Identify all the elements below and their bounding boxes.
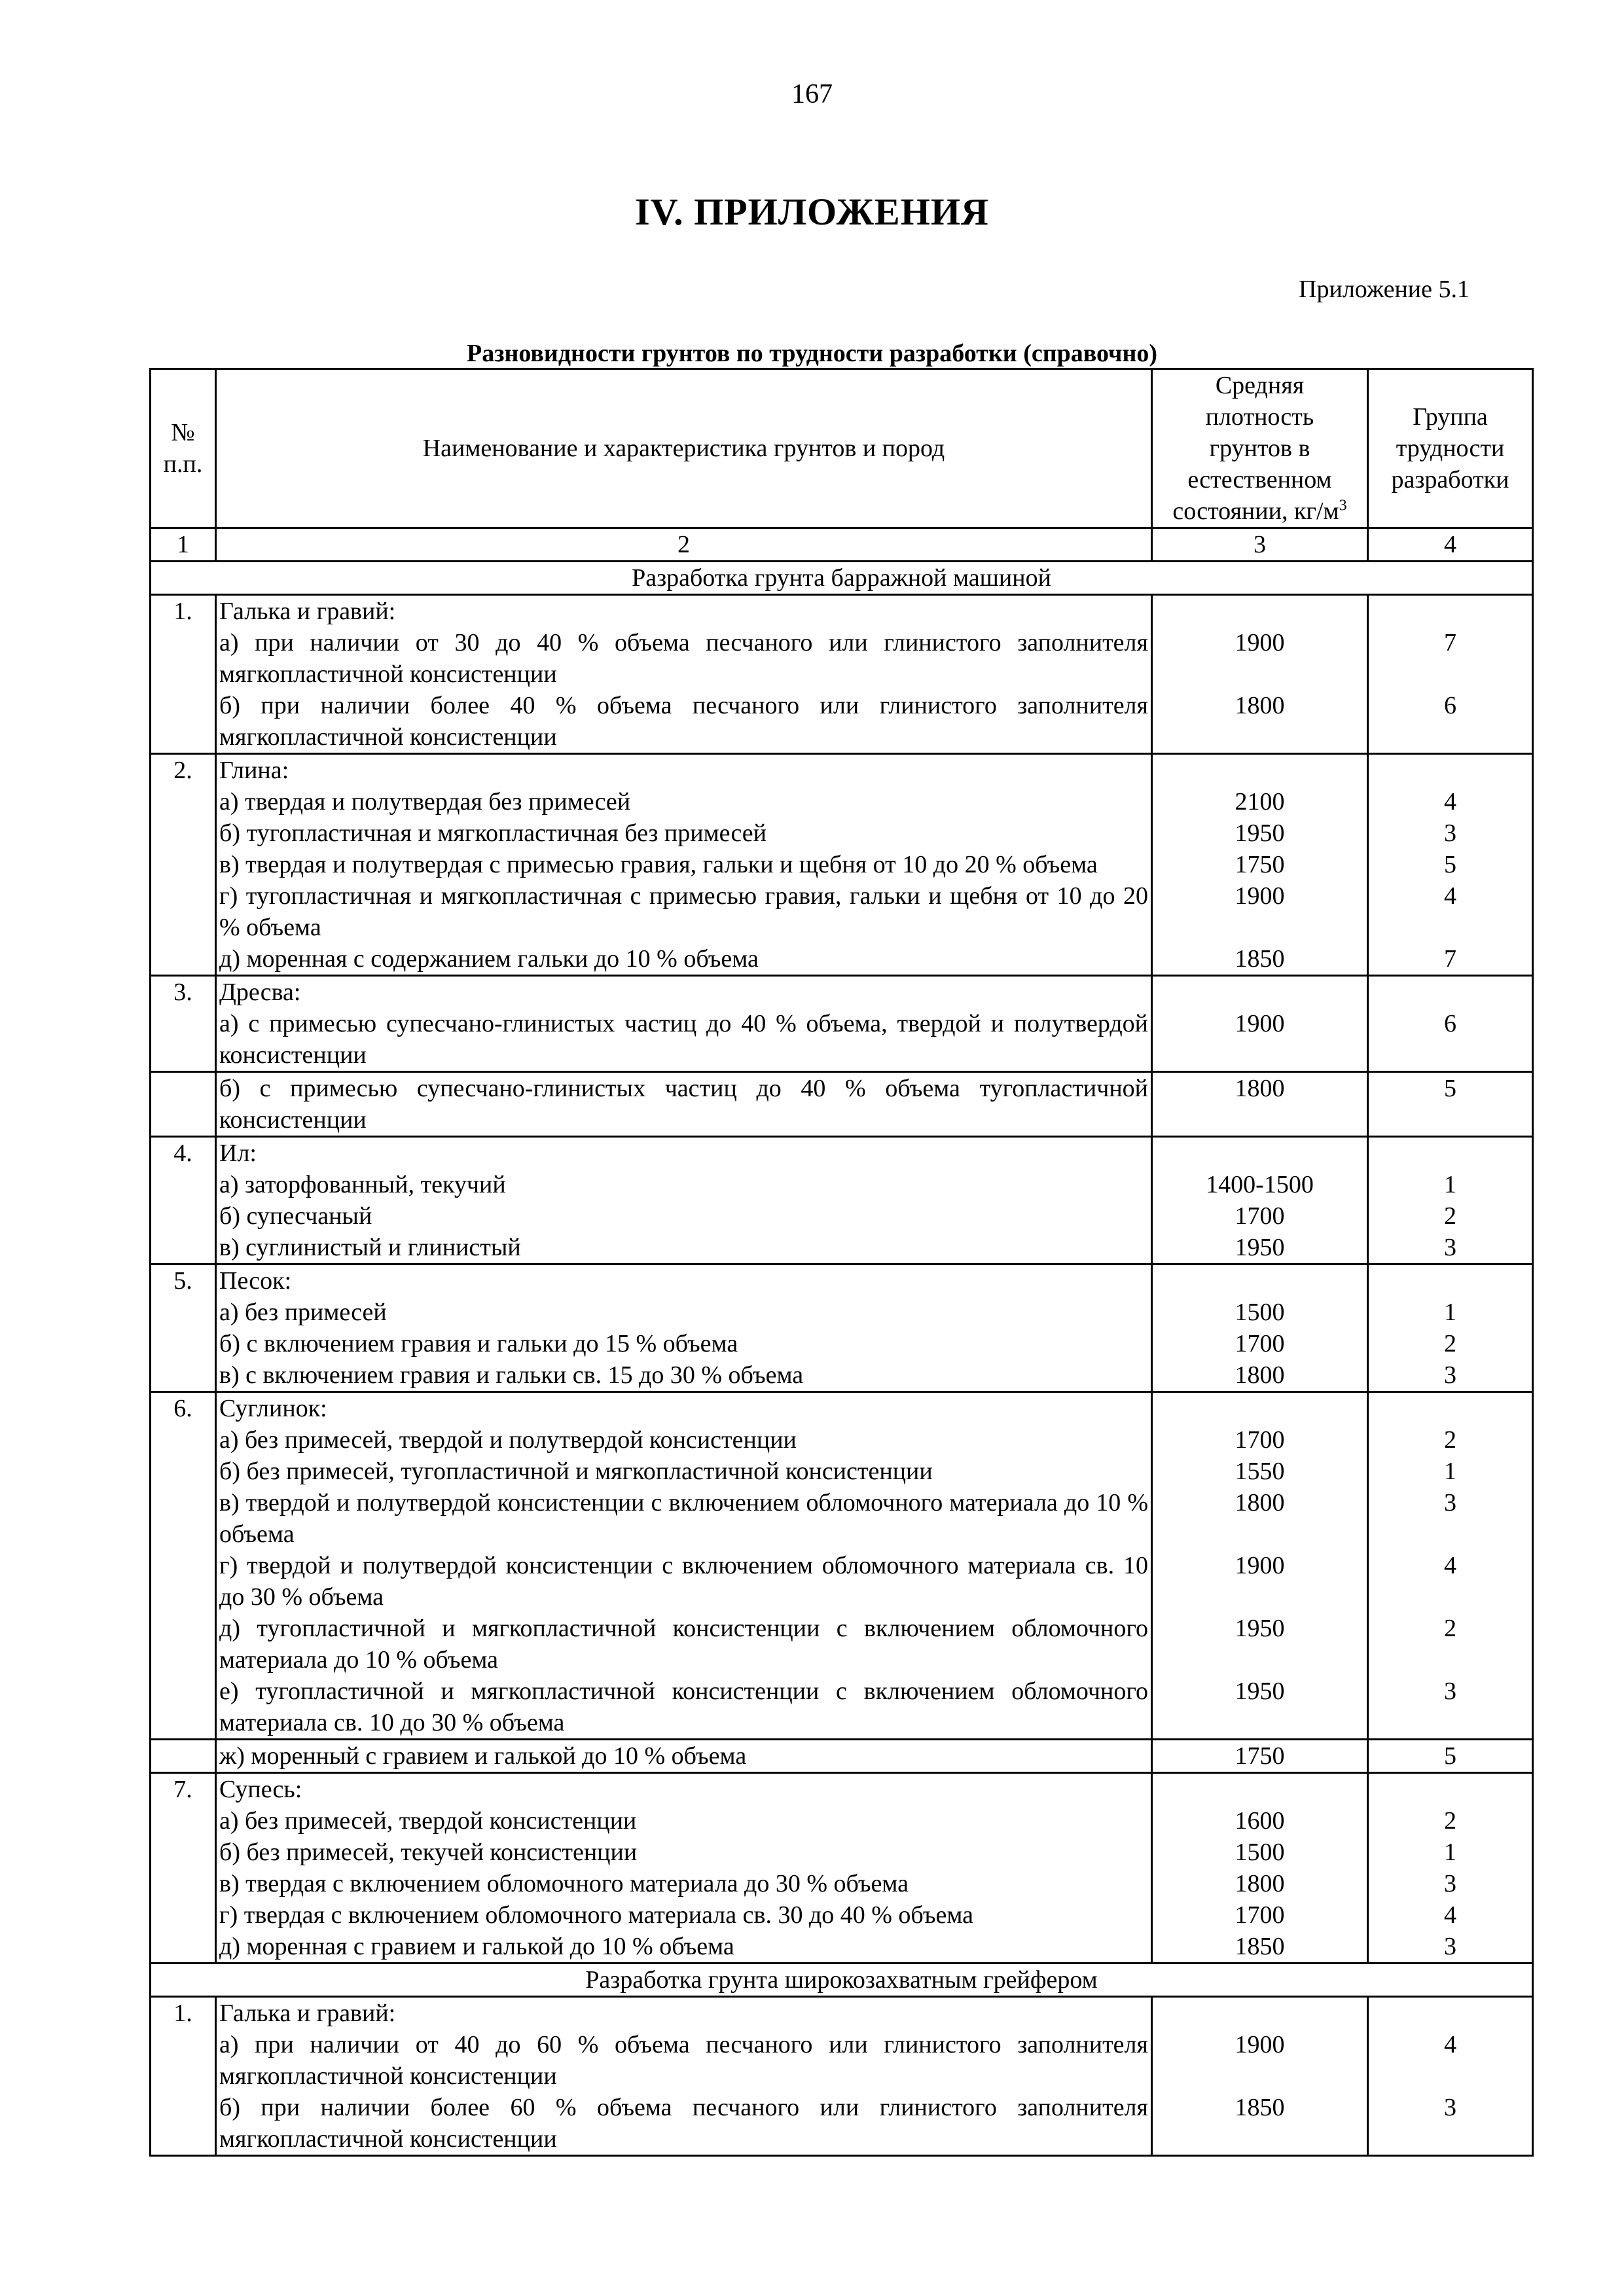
density-value: 1800 xyxy=(1235,692,1285,719)
group-value: 2 xyxy=(1444,1615,1456,1642)
soil-type-name: Суглинок: xyxy=(219,1395,327,1422)
density-value: 1750 xyxy=(1235,1742,1285,1770)
column-number: 4 xyxy=(1368,528,1533,562)
column-number: 3 xyxy=(1152,528,1368,562)
soil-type-name: Супесь: xyxy=(219,1776,302,1803)
table-row xyxy=(151,1265,1533,1392)
group-value: 7 xyxy=(1444,945,1456,973)
soil-variant: в) с включением гравия и гальки св. 15 до 30 % объема xyxy=(219,1361,804,1389)
appendix-label: Приложение 5.1 xyxy=(1299,276,1470,303)
group-value: 1 xyxy=(1444,1839,1456,1866)
difficulty-group-cell xyxy=(1368,754,1533,976)
soil-description xyxy=(216,1997,1152,2156)
row-number: 5. xyxy=(151,1265,216,1392)
soil-variant: а) с примесью супесчано-глинистых частиц до 40 % объема, твердой и полутвердой консистенции xyxy=(219,1010,1148,1069)
header-group: Группа трудности разработки xyxy=(1368,369,1533,528)
group-value: 5 xyxy=(1444,1742,1456,1770)
section-header-row xyxy=(151,1964,1533,1997)
density-value: 1800 xyxy=(1235,1075,1285,1102)
soil-variant: г) твердой и полутвердой консистенции с включением обломочного материала св. 10 до 30 % объема xyxy=(219,1552,1148,1611)
density-value: 1900 xyxy=(1235,882,1285,910)
density-value: 1500 xyxy=(1235,1299,1285,1326)
soil-variant: б) без примесей, тугопластичной и мягкопластичной консистенции xyxy=(219,1458,933,1485)
group-value: 2 xyxy=(1444,1426,1456,1454)
soil-variant: д) моренная с гравием и галькой до 10 % объема xyxy=(219,1933,734,1960)
density-value: 2100 xyxy=(1235,788,1285,816)
soil-table xyxy=(149,368,1534,2157)
density-cell xyxy=(1152,1997,1368,2156)
density-value: 1950 xyxy=(1235,1677,1285,1705)
row-number: 1. xyxy=(151,595,216,754)
soil-variant: б) без примесей, текучей консистенции xyxy=(219,1839,638,1866)
group-value: 3 xyxy=(1444,1933,1456,1960)
section-title-cell: Разработка грунта барражной машиной xyxy=(151,562,1533,595)
group-value: 5 xyxy=(1444,1075,1456,1102)
difficulty-group-cell xyxy=(1368,1137,1533,1265)
density-cell xyxy=(1152,1072,1368,1137)
difficulty-group-cell xyxy=(1368,1740,1533,1773)
soil-description xyxy=(216,754,1152,976)
density-value: 1750 xyxy=(1235,851,1285,878)
density-cell xyxy=(1152,1392,1368,1740)
density-cell xyxy=(1152,754,1368,976)
soil-variant: а) без примесей xyxy=(219,1299,387,1326)
group-value: 1 xyxy=(1444,1171,1456,1198)
soil-type-name: Ил: xyxy=(219,1139,257,1167)
group-value: 4 xyxy=(1444,882,1456,910)
row-number: 3. xyxy=(151,976,216,1072)
density-cell xyxy=(1152,1740,1368,1773)
soil-description xyxy=(216,1072,1152,1137)
soil-type-name: Глина: xyxy=(219,757,289,784)
density-value: 1800 xyxy=(1235,1870,1285,1897)
header-density: Средняя плотность грунтов в естественном состоянии, $кг/м^3$ xyxy=(1152,369,1368,528)
section-header-row xyxy=(151,562,1533,595)
soil-variant: б) при наличии более 40 % объема песчаного или глинистого заполнителя мягкопластичной консистенции xyxy=(219,692,1148,751)
column-numbers-row xyxy=(151,528,1533,562)
soil-variant: в) твердой и полутвердой консистенции с включением обломочного материала до 10 % объема xyxy=(219,1489,1148,1548)
density-value: 1700 xyxy=(1235,1426,1285,1454)
group-value: 3 xyxy=(1444,819,1456,847)
density-value: 1700 xyxy=(1235,1202,1285,1230)
table-row xyxy=(151,1072,1533,1137)
density-value: 1950 xyxy=(1235,819,1285,847)
row-number xyxy=(151,1072,216,1137)
density-value: 1800 xyxy=(1235,1489,1285,1516)
density-cell xyxy=(1152,976,1368,1072)
group-value: 3 xyxy=(1444,1361,1456,1389)
soil-type-name: Дресва: xyxy=(219,978,301,1006)
table-row xyxy=(151,1997,1533,2156)
table-row xyxy=(151,1773,1533,1964)
group-value: 1 xyxy=(1444,1458,1456,1485)
density-value: 1950 xyxy=(1235,1615,1285,1642)
row-number: 6. xyxy=(151,1392,216,1740)
group-value: 4 xyxy=(1444,1901,1456,1929)
soil-variant: б) тугопластичная и мягкопластичная без примесей xyxy=(219,819,767,847)
column-number: 1 xyxy=(151,528,216,562)
soil-variant: д) тугопластичной и мягкопластичной консистенции с включением обломочного материала до 10 % объема xyxy=(219,1615,1148,1674)
density-value: 1850 xyxy=(1235,1933,1285,1960)
difficulty-group-cell xyxy=(1368,1773,1533,1964)
group-value: 3 xyxy=(1444,1489,1456,1516)
soil-variant: а) твердая и полутвердая без примесей xyxy=(219,788,631,816)
density-value: 1850 xyxy=(1235,2094,1285,2121)
group-value: 1 xyxy=(1444,1299,1456,1326)
density-value: 1700 xyxy=(1235,1330,1285,1357)
difficulty-group-cell xyxy=(1368,595,1533,754)
group-value: 3 xyxy=(1444,1870,1456,1897)
group-value: 4 xyxy=(1444,2031,1456,2058)
density-value: 1500 xyxy=(1235,1839,1285,1866)
header-number: № п.п. xyxy=(151,369,216,528)
page-number: 167 xyxy=(791,79,833,109)
table-row xyxy=(151,595,1533,754)
group-value: 4 xyxy=(1444,788,1456,816)
row-number: 4. xyxy=(151,1137,216,1265)
soil-type-name: Песок: xyxy=(219,1267,292,1295)
density-value: 1700 xyxy=(1235,1901,1285,1929)
soil-variant: в) суглинистый и глинистый xyxy=(219,1234,521,1261)
difficulty-group-cell xyxy=(1368,976,1533,1072)
table-row xyxy=(151,1137,1533,1265)
table-row xyxy=(151,1392,1533,1740)
group-value: 2 xyxy=(1444,1807,1456,1835)
soil-description xyxy=(216,976,1152,1072)
density-value: 1900 xyxy=(1235,1010,1285,1037)
density-value: 1900 xyxy=(1235,2031,1285,2058)
difficulty-group-cell xyxy=(1368,1072,1533,1137)
difficulty-group-cell xyxy=(1368,1265,1533,1392)
row-number xyxy=(151,1740,216,1773)
row-number: 1. xyxy=(151,1997,216,2156)
row-number: 2. xyxy=(151,754,216,976)
group-value: 4 xyxy=(1444,1552,1456,1579)
difficulty-group-cell xyxy=(1368,1392,1533,1740)
group-value: 3 xyxy=(1444,2094,1456,2121)
group-value: 6 xyxy=(1444,1010,1456,1037)
section-title: IV. ПРИЛОЖЕНИЯ xyxy=(635,190,989,233)
soil-variant: е) тугопластичной и мягкопластичной консистенции с включением обломочного материала св. 10 до 30 % объема xyxy=(219,1677,1148,1736)
density-cell xyxy=(1152,1265,1368,1392)
soil-description xyxy=(216,1392,1152,1740)
soil-description xyxy=(216,1740,1152,1773)
density-value: 1600 xyxy=(1235,1807,1285,1835)
density-value: 1800 xyxy=(1235,1361,1285,1389)
soil-variant: б) с примесью супесчано-глинистых частиц до 40 % объема тугопластичной консистенции xyxy=(219,1075,1148,1134)
header-name: Наименование и характеристика грунтов и пород xyxy=(216,369,1152,528)
density-value: 1900 xyxy=(1235,629,1285,656)
density-cell xyxy=(1152,1773,1368,1964)
group-value: 7 xyxy=(1444,629,1456,656)
density-cell xyxy=(1152,1137,1368,1265)
density-value: 1400-1500 xyxy=(1206,1171,1314,1198)
table-row xyxy=(151,754,1533,976)
group-value: 3 xyxy=(1444,1234,1456,1261)
section-title-cell: Разработка грунта широкозахватным грейфером xyxy=(151,1964,1533,1997)
soil-description xyxy=(216,1137,1152,1265)
soil-type-name: Галька и гравий: xyxy=(219,598,396,625)
soil-description xyxy=(216,595,1152,754)
soil-variant: б) с включением гравия и гальки до 15 % объема xyxy=(219,1330,738,1357)
group-value: 6 xyxy=(1444,692,1456,719)
soil-variant: а) при наличии от 40 до 60 % объема песчаного или глинистого заполнителя мягкопластичной консистенции xyxy=(219,2031,1148,2090)
table-row xyxy=(151,1740,1533,1773)
row-number: 7. xyxy=(151,1773,216,1964)
table-row xyxy=(151,976,1533,1072)
soil-variant: а) без примесей, твердой и полутвердой консистенции xyxy=(219,1426,797,1454)
soil-variant: а) при наличии от 30 до 40 % объема песчаного или глинистого заполнителя мягкопластичной консистенции xyxy=(219,629,1148,688)
soil-variant: а) заторфованный, текучий xyxy=(219,1171,506,1198)
soil-type-name: Галька и гравий: xyxy=(219,2000,396,2027)
soil-variant: в) твердая и полутвердая с примесью гравия, гальки и щебня от 10 до 20 % объема xyxy=(219,851,1098,878)
table-body xyxy=(151,528,1533,2156)
soil-description xyxy=(216,1773,1152,1964)
group-value: 5 xyxy=(1444,851,1456,878)
group-value: 3 xyxy=(1444,1677,1456,1705)
table-title: Разновидности грунтов по трудности разработки (справочно) xyxy=(466,340,1158,367)
density-value: 1550 xyxy=(1235,1458,1285,1485)
soil-variant: б) супесчаный xyxy=(219,1202,372,1230)
soil-variant: г) тугопластичная и мягкопластичная с примесью гравия, гальки и щебня от 10 до 20 % объема xyxy=(219,882,1148,941)
soil-variant: б) при наличии более 60 % объема песчаного или глинистого заполнителя мягкопластичной консистенции xyxy=(219,2094,1148,2153)
density-value: 1950 xyxy=(1235,1234,1285,1261)
density-value: 1900 xyxy=(1235,1552,1285,1579)
group-value: 2 xyxy=(1444,1330,1456,1357)
group-value: 2 xyxy=(1444,1202,1456,1230)
density-cell xyxy=(1152,595,1368,754)
soil-variant: а) без примесей, твердой консистенции xyxy=(219,1807,637,1835)
density-value: 1850 xyxy=(1235,945,1285,973)
soil-variant: ж) моренный с гравием и галькой до 10 % объема xyxy=(219,1742,747,1770)
soil-variant: д) моренная с содержанием гальки до 10 % объема xyxy=(219,945,759,973)
soil-description xyxy=(216,1265,1152,1392)
soil-variant: г) твердая с включением обломочного материала св. 30 до 40 % объема xyxy=(219,1901,973,1929)
soil-variant: в) твердая с включением обломочного материала до 30 % объема xyxy=(219,1870,909,1897)
column-number: 2 xyxy=(216,528,1152,562)
difficulty-group-cell xyxy=(1368,1997,1533,2156)
